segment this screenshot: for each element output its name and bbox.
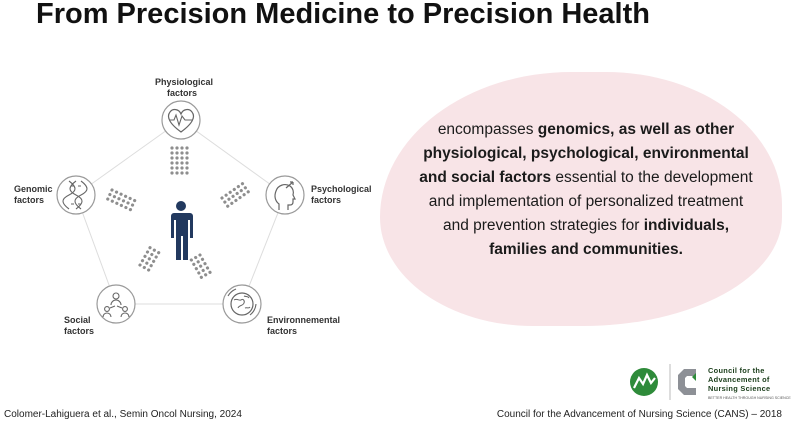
dna-icon bbox=[57, 176, 95, 214]
dots-bottom-left bbox=[138, 245, 161, 272]
definition-bold-2: individuals, families and communities. bbox=[489, 217, 730, 258]
slide-title: From Precision Medicine to Precision Health bbox=[36, 0, 650, 30]
label-physiological: Physiological factors bbox=[155, 77, 214, 98]
globe-icon bbox=[223, 285, 261, 323]
dots-right bbox=[220, 181, 251, 208]
label-environmental: Environnemental factors bbox=[267, 315, 341, 336]
label-psychological: Psychological factors bbox=[311, 184, 372, 205]
citation-left: Colomer-Lahiguera et al., Semin Oncol Nursing, 2024 bbox=[4, 409, 242, 420]
definition-text bbox=[414, 118, 758, 262]
heart-pulse-icon bbox=[162, 101, 200, 139]
cans-logo-mark bbox=[626, 362, 706, 402]
definition-part-1: encompasses bbox=[437, 121, 538, 138]
person-icon bbox=[171, 201, 193, 260]
label-social: Social factors bbox=[64, 315, 95, 336]
definition-bold-1: genomics, as well as other physiological, psychological, environmental and social factors bbox=[419, 121, 749, 186]
dots-bottom-right bbox=[189, 253, 212, 280]
cans-logo-tagline: BETTER HEALTH THROUGH NURSING SCIENCE bbox=[708, 396, 791, 400]
label-genomic: Genomic factors bbox=[14, 184, 53, 205]
citation-right: Council for the Advancement of Nursing Science (CANS) – 2018 bbox=[496, 409, 782, 420]
dots-top bbox=[170, 146, 188, 174]
precision-health-diagram bbox=[0, 60, 380, 360]
dots-left bbox=[106, 188, 137, 212]
definition-part-2: essential to the development and implementation of personalized treatment and prevention strategies for bbox=[428, 169, 753, 234]
head-icon bbox=[266, 176, 304, 214]
people-icon bbox=[97, 285, 135, 323]
cans-logo-text: Council for the Advancement of Nursing Science bbox=[708, 366, 771, 393]
